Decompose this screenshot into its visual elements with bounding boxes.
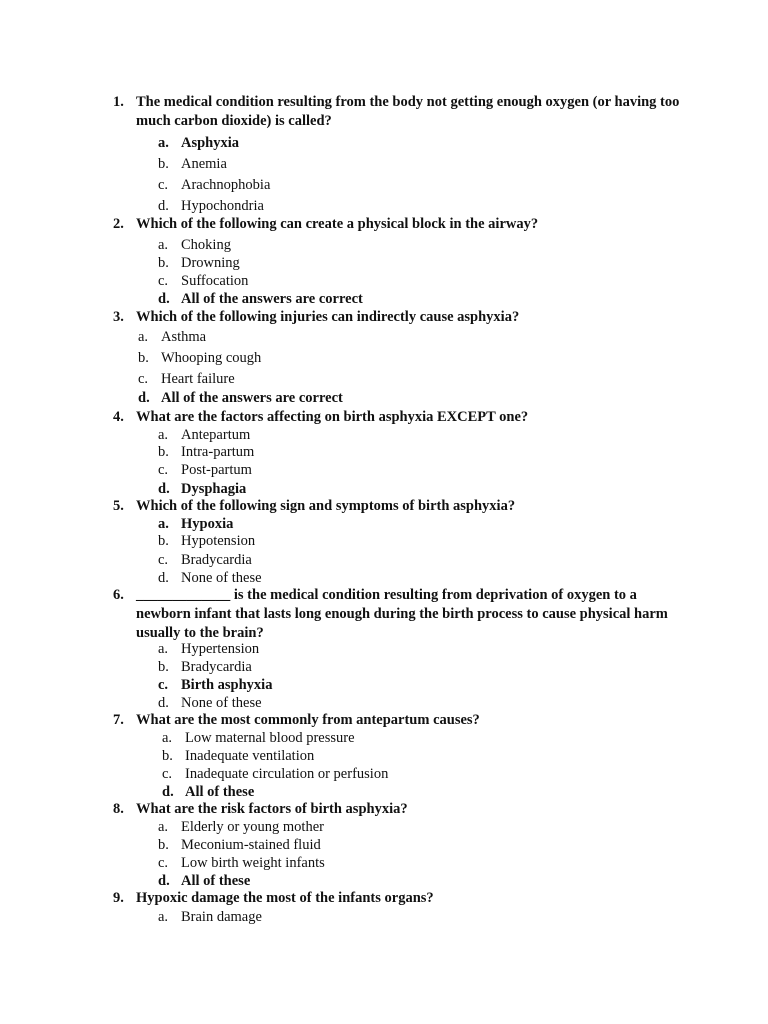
question-1 — [113, 93, 693, 131]
option-letter: d. — [158, 291, 170, 307]
option-text: Inadequate ventilation — [185, 748, 315, 764]
option-text: Arachnophobia — [181, 177, 271, 193]
question-8 — [113, 800, 693, 819]
option-letter: a. — [158, 237, 169, 253]
question-text: Which of the following can create a physical block in the airway? — [136, 216, 539, 232]
question-7 — [113, 711, 693, 730]
option-letter: d. — [158, 695, 169, 711]
option-text: Hypotension — [181, 533, 256, 549]
option-letter: c. — [158, 177, 169, 193]
option-text: Choking — [181, 237, 231, 253]
question-9 — [113, 889, 693, 908]
option-letter: c. — [158, 552, 169, 568]
option-text: Suffocation — [181, 273, 249, 289]
option-text: None of these — [181, 695, 262, 711]
option-letter: d. — [138, 390, 150, 406]
option-text: Birth asphyxia — [181, 677, 273, 693]
option-letter: a. — [158, 516, 169, 532]
option-letter: c. — [162, 766, 173, 782]
question-number: 5. — [113, 498, 124, 514]
option-letter: a. — [158, 135, 169, 151]
question-text: Hypoxic damage the most of the infants organs? — [136, 890, 434, 906]
option-letter: c. — [158, 855, 169, 871]
question-number: 6. — [113, 587, 124, 603]
option-text: Intra-partum — [181, 444, 255, 460]
question-number: 2. — [113, 216, 124, 232]
option-letter: b. — [158, 837, 169, 853]
option-text: Inadequate circulation or perfusion — [185, 766, 389, 782]
option-text: Hypertension — [181, 641, 260, 657]
option-letter: a. — [158, 427, 169, 443]
option-letter: c. — [158, 462, 169, 478]
option-text: All of these — [181, 873, 251, 889]
question-text: _____________ is the medical condition resulting from deprivation of oxygen to a newborn infant that lasts long enough during the birth process to cause physical harm usually to the brain? — [136, 587, 668, 641]
question-4 — [113, 408, 693, 427]
option-text: Asthma — [161, 329, 207, 345]
option-text: Low birth weight infants — [181, 855, 325, 871]
option-letter: b. — [158, 255, 169, 271]
option-text: Whooping cough — [161, 350, 262, 366]
option-text: Low maternal blood pressure — [185, 730, 355, 746]
option-letter: d. — [162, 784, 174, 800]
question-text: Which of the following injuries can indirectly cause asphyxia? — [136, 309, 520, 325]
option-text: Heart failure — [161, 371, 235, 387]
option-text: Dysphagia — [181, 481, 247, 497]
question-2 — [113, 215, 693, 234]
option-letter: d. — [158, 570, 169, 586]
option-text: Anemia — [181, 156, 227, 172]
option-letter: d. — [158, 481, 170, 497]
option-text: Bradycardia — [181, 552, 252, 568]
option-text: All of the answers are correct — [161, 390, 343, 406]
option-letter: b. — [162, 748, 173, 764]
option-letter: b. — [158, 156, 169, 172]
option-letter: a. — [162, 730, 173, 746]
option-letter: b. — [138, 350, 149, 366]
option-letter: a. — [158, 909, 169, 925]
option-letter: d. — [158, 873, 170, 889]
question-5 — [113, 497, 693, 516]
option-letter: a. — [138, 329, 149, 345]
option-letter: d. — [158, 198, 169, 214]
question-number: 3. — [113, 309, 124, 325]
option-text: Antepartum — [181, 427, 251, 443]
option-text: Brain damage — [181, 909, 262, 925]
option-text: Post-partum — [181, 462, 252, 478]
question-3 — [113, 308, 693, 327]
question-6 — [113, 586, 693, 643]
option-text: Drowning — [181, 255, 240, 271]
question-text: What are the risk factors of birth asphyxia? — [136, 801, 408, 817]
option-letter: b. — [158, 444, 169, 460]
option-text: Hypochondria — [181, 198, 264, 214]
option-letter: c. — [158, 273, 169, 289]
option-letter: c. — [158, 677, 169, 693]
question-number: 8. — [113, 801, 124, 817]
option-letter: a. — [158, 819, 169, 835]
option-letter: b. — [158, 533, 169, 549]
option-text: Bradycardia — [181, 659, 252, 675]
option-letter: a. — [158, 641, 169, 657]
option-text: None of these — [181, 570, 262, 586]
option-text: Meconium-stained fluid — [181, 837, 321, 853]
question-number: 9. — [113, 890, 124, 906]
question-number: 7. — [113, 712, 124, 728]
option-letter: c. — [138, 371, 149, 387]
question-number: 4. — [113, 409, 124, 425]
option-text: All of these — [185, 784, 255, 800]
question-text: The medical condition resulting from the body not getting enough oxygen (or having too much carbon dioxide) is called? — [136, 94, 680, 129]
question-number: 1. — [113, 94, 124, 110]
option-text: Elderly or young mother — [181, 819, 324, 835]
option-text: All of the answers are correct — [181, 291, 363, 307]
question-text: Which of the following sign and symptoms of birth asphyxia? — [136, 498, 516, 514]
question-text: What are the most commonly from antepartum causes? — [136, 712, 480, 728]
option-text: Asphyxia — [181, 135, 240, 151]
option-text: Hypoxia — [181, 516, 234, 532]
option-letter: b. — [158, 659, 169, 675]
question-text: What are the factors affecting on birth asphyxia EXCEPT one? — [136, 409, 529, 425]
